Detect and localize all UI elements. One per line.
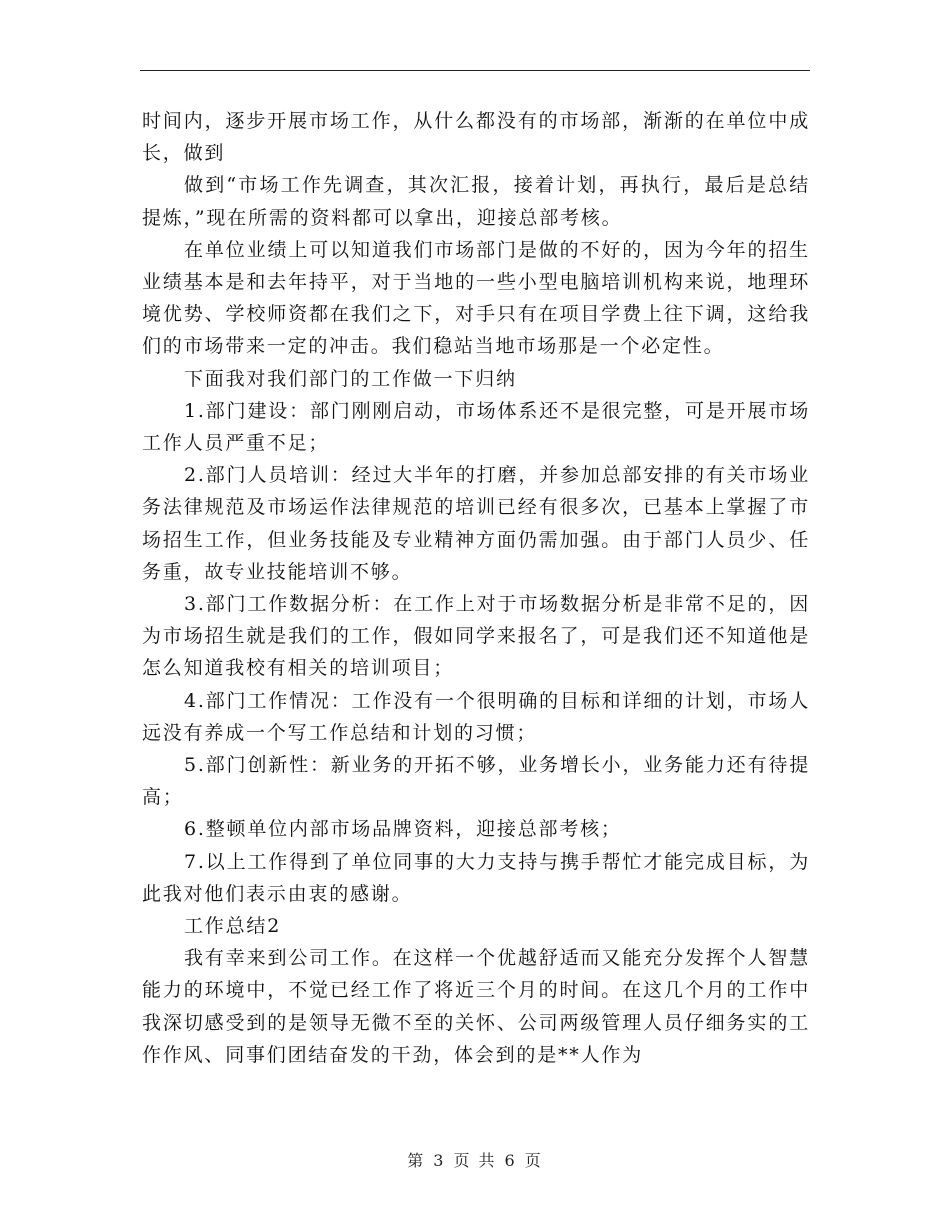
list-item: 7.以上工作得到了单位同事的大力支持与携手帮忙才能完成目标，为此我对他们表示由衷的感谢。 bbox=[142, 850, 810, 905]
footer-suffix: 页 bbox=[524, 1151, 543, 1170]
list-item: 1.部门建设：部门刚刚启动，市场体系还不是很完整，可是开展市场工作人员严重不足； bbox=[142, 399, 810, 455]
page-footer bbox=[0, 1148, 950, 1171]
list-item: 4.部门工作情况：工作没有一个很明确的目标和详细的计划，市场人远没有养成一个写工作总结和计划的习惯； bbox=[142, 689, 810, 744]
paragraph: 在单位业绩上可以知道我们市场部门是做的不好的，因为今年的招生业绩基本是和去年持平，对于当地的一些小型电脑培训机构来说，地理环境优势、学校师资都在我们之下，对手只有在项目学费上往下调，这给我们的市场带来一定的冲击。我们稳站当地市场那是一个必定性。 bbox=[142, 238, 810, 358]
document-body bbox=[142, 105, 810, 1071]
paragraph: 做到“市场工作先调查，其次汇报，接着计划，再执行，最后是总结提炼，”现在所需的资料都可以拿出，迎接总部考核。 bbox=[142, 174, 810, 229]
paragraph: 我有幸来到公司工作。在这样一个优越舒适而又能充分发挥个人智慧能力的环境中，不觉已经工作了将近三个月的时间。在这几个月的工作中我深切感受到的是领导无微不至的关怀、公司两级管理人员仔细务实的工作作风、同事们团结奋发的干劲，体会到的是**人作为 bbox=[142, 947, 810, 1066]
page-number: 3 bbox=[433, 1151, 446, 1170]
list-item: 2.部门人员培训：经过大半年的打磨，并参加总部安排的有关市场业务法律规范及市场运作法律规范的培训已经有很多次，已基本上掌握了市场招生工作，但业务技能及专业精神方面仍需加强。由于部门人员少、任务重，故专业技能培训不够。 bbox=[142, 464, 810, 583]
section-heading: 工作总结2 bbox=[184, 915, 282, 938]
list-item: 3.部门工作数据分析：在工作上对于市场数据分析是非常不足的，因为市场招生就是我们的工作，假如同学来报名了，可是我们还不知道他是怎么知道我校有相关的培训项目； bbox=[142, 593, 810, 680]
paragraph: 时间内，逐步开展市场工作，从什么都没有的市场部，渐渐的在单位中成长，做到 bbox=[142, 110, 810, 165]
list-item: 6.整顿单位内部市场品牌资料，迎接总部考核； bbox=[184, 818, 622, 841]
header-rule bbox=[140, 70, 810, 71]
footer-prefix: 第 bbox=[407, 1151, 426, 1170]
section-intro: 下面我对我们部门的工作做一下归纳 bbox=[184, 367, 517, 390]
footer-middle: 页 共 bbox=[453, 1151, 497, 1170]
list-item: 5.部门创新性：新业务的开拓不够，业务增长小，业务能力还有待提高； bbox=[142, 754, 810, 809]
total-pages: 6 bbox=[504, 1151, 517, 1170]
